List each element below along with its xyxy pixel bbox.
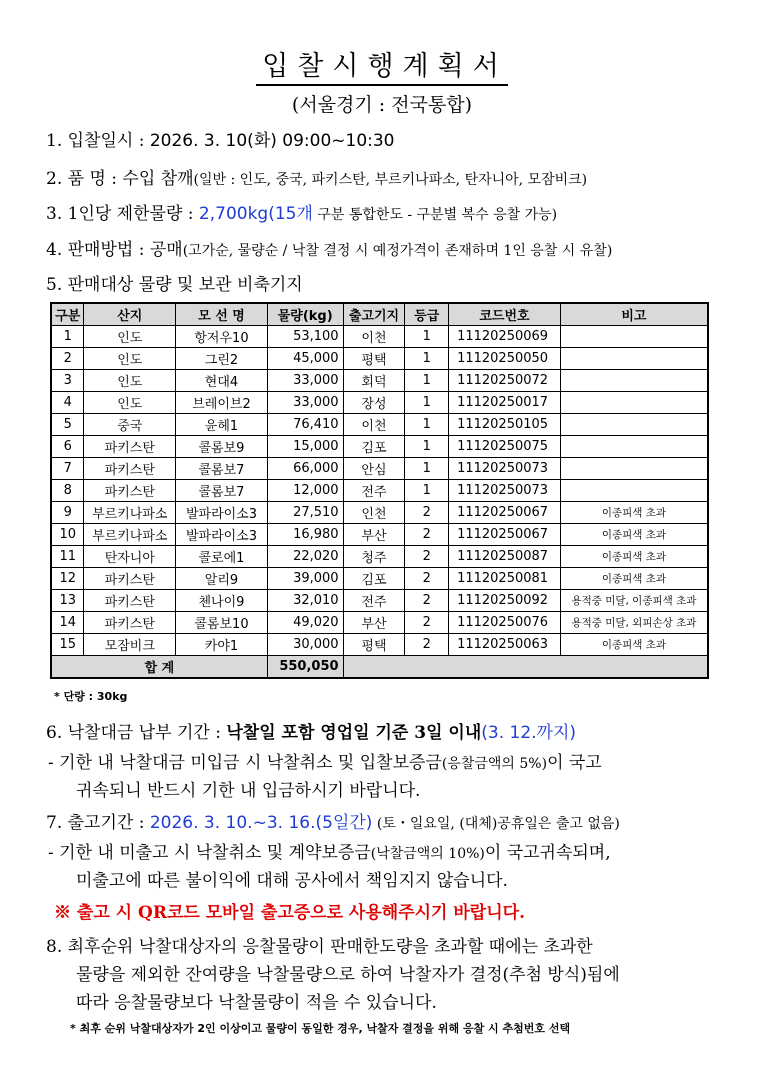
payment-warning-line2: 귀속되니 반드시 기한 내 입금하시기 바랍니다. [76, 781, 421, 801]
item-payment-period [46, 718, 576, 743]
item-final-bidder-line2: 물량을 제외한 잔여량을 낙찰물량으로 하여 낙찰자가 결정(추첨 방식)됨에 [76, 965, 620, 985]
origin-cell: 파키스탄 [84, 590, 176, 612]
row-number-cell: 9 [51, 502, 84, 524]
warehouse-cell: 김포 [343, 568, 405, 590]
remarks-cell: 이종피색 초과 [560, 634, 708, 656]
warehouse-cell: 전주 [343, 480, 405, 502]
quantity-cell: 16,980 [267, 524, 343, 546]
warning-text-end: 이 국고 [547, 753, 602, 773]
warehouse-cell: 전주 [343, 590, 405, 612]
code-number-cell: 11120250067 [449, 502, 561, 524]
vessel-name-cell: 항저우10 [176, 326, 268, 348]
warehouse-cell: 청주 [343, 546, 405, 568]
code-number-cell: 11120250076 [449, 612, 561, 634]
row-number-cell: 5 [51, 414, 84, 436]
payment-warning-line1 [48, 748, 602, 773]
grade-cell: 2 [405, 524, 449, 546]
vessel-name-cell: 첸나이9 [176, 590, 268, 612]
shipping-period-value: 2026. 3. 10.~3. 16.(5일간) [149, 813, 373, 833]
item-label: 1. 입찰일시 : [46, 131, 150, 151]
item-label: 3. 1인당 제한물량 : [46, 204, 199, 224]
grade-cell: 2 [405, 590, 449, 612]
remarks-cell: 이종피색 초과 [560, 568, 708, 590]
code-number-cell: 11120250017 [449, 392, 561, 414]
payment-period-value: 낙찰일 포함 영업일 기준 3일 이내 [226, 723, 482, 743]
quantity-cell: 27,510 [267, 502, 343, 524]
origin-cell: 파키스탄 [84, 458, 176, 480]
item-purchase-limit [46, 199, 557, 224]
column-header: 구분 [51, 303, 84, 326]
warehouse-cell: 부산 [343, 524, 405, 546]
item-label: 4. 판매방법 : 공매 [46, 240, 183, 260]
vessel-name-cell: 발파라이소3 [176, 524, 268, 546]
vessel-name-cell: 윤헤1 [176, 414, 268, 436]
vessel-name-cell: 콜롬보7 [176, 458, 268, 480]
origin-cell: 인도 [84, 370, 176, 392]
vessel-name-cell: 브레이브2 [176, 392, 268, 414]
code-number-cell: 11120250072 [449, 370, 561, 392]
bid-datetime-value: 2026. 3. 10(화) 09:00~10:30 [149, 131, 395, 151]
table-row [51, 590, 708, 612]
table-row [51, 480, 708, 502]
vessel-name-cell: 콜롬보9 [176, 436, 268, 458]
warehouse-cell: 회덕 [343, 370, 405, 392]
row-number-cell: 8 [51, 480, 84, 502]
remarks-cell [560, 326, 708, 348]
shipping-warning-line2: 미출고에 따른 불이익에 대해 공사에서 책임지지 않습니다. [76, 871, 508, 891]
grade-cell: 1 [405, 480, 449, 502]
row-number-cell: 10 [51, 524, 84, 546]
remarks-cell [560, 348, 708, 370]
origin-cell: 탄자니아 [84, 546, 176, 568]
quantity-cell: 15,000 [267, 436, 343, 458]
total-blank-cell [343, 656, 708, 679]
column-header: 코드번호 [449, 303, 561, 326]
quantity-cell: 39,000 [267, 568, 343, 590]
origin-cell: 부르키나파소 [84, 502, 176, 524]
origin-cell: 인도 [84, 348, 176, 370]
grade-cell: 1 [405, 458, 449, 480]
quantity-cell: 66,000 [267, 458, 343, 480]
row-number-cell: 6 [51, 436, 84, 458]
column-header: 등급 [405, 303, 449, 326]
total-label: 합 계 [51, 656, 267, 679]
vessel-name-cell: 발파라이소3 [176, 502, 268, 524]
item-bid-datetime [46, 126, 395, 151]
warning-text-end: 이 국고귀속되며, [484, 843, 611, 863]
remarks-cell: 이종피색 초과 [560, 502, 708, 524]
item-sales-target-heading: 5. 판매대상 물량 및 보관 비축기지 [46, 275, 303, 295]
row-number-cell: 4 [51, 392, 84, 414]
code-number-cell: 11120250067 [449, 524, 561, 546]
table-row [51, 612, 708, 634]
table-row [51, 502, 708, 524]
code-number-cell: 11120250081 [449, 568, 561, 590]
code-number-cell: 11120250050 [449, 348, 561, 370]
remarks-cell [560, 436, 708, 458]
footnote: * 최후 순위 낙찰대상자가 2인 이상이고 물량이 동일한 경우, 낙찰자 결정을 위해 응찰 시 추첨번호 선택 [70, 1022, 571, 1035]
warning-text: - 기한 내 미출고 시 낙찰취소 및 계약보증금 [48, 843, 371, 863]
row-number-cell: 11 [51, 546, 84, 568]
product-origin-detail: (일반 : 인도, 중국, 파키스탄, 부르키나파소, 탄자니아, 모잠비크) [193, 172, 588, 188]
table-row [51, 414, 708, 436]
row-number-cell: 1 [51, 326, 84, 348]
table-row [51, 392, 708, 414]
table-row [51, 546, 708, 568]
column-header: 산지 [84, 303, 176, 326]
quantity-cell: 30,000 [267, 634, 343, 656]
shipping-warning-line1 [48, 838, 611, 863]
quantity-cell: 45,000 [267, 348, 343, 370]
item-final-bidder-line1: 8. 최후순위 낙찰대상자의 응찰물량이 판매한도량을 초과할 때에는 초과한 [46, 937, 593, 957]
remarks-cell: 용적중 미달, 외피손상 초과 [560, 612, 708, 634]
quantity-cell: 22,020 [267, 546, 343, 568]
grade-cell: 2 [405, 546, 449, 568]
remarks-cell [560, 414, 708, 436]
warehouse-cell: 평택 [343, 348, 405, 370]
code-number-cell: 11120250092 [449, 590, 561, 612]
remarks-cell [560, 458, 708, 480]
warning-text: - 기한 내 낙찰대금 미입금 시 낙찰취소 및 입찰보증금 [48, 753, 442, 773]
warehouse-cell: 안심 [343, 458, 405, 480]
table-row [51, 370, 708, 392]
vessel-name-cell: 현대4 [176, 370, 268, 392]
column-header: 물량(kg) [267, 303, 343, 326]
row-number-cell: 7 [51, 458, 84, 480]
row-number-cell: 3 [51, 370, 84, 392]
grade-cell: 1 [405, 436, 449, 458]
grade-cell: 1 [405, 326, 449, 348]
quantity-cell: 32,010 [267, 590, 343, 612]
warehouse-cell: 부산 [343, 612, 405, 634]
code-number-cell: 11120250073 [449, 458, 561, 480]
column-header: 출고기지 [343, 303, 405, 326]
grade-cell: 2 [405, 634, 449, 656]
table-total-row [51, 656, 708, 679]
table-row [51, 634, 708, 656]
origin-cell: 부르키나파소 [84, 524, 176, 546]
item-sales-method [46, 235, 612, 260]
unit-note: * 단량 : 30kg [54, 690, 128, 703]
total-value: 550,050 [267, 656, 343, 679]
vessel-name-cell: 카야1 [176, 634, 268, 656]
quantity-cell: 33,000 [267, 392, 343, 414]
qr-code-warning: ※ 출고 시 QR코드 모바일 출고증으로 사용해주시기 바랍니다. [54, 903, 525, 923]
item-label: 6. 낙찰대금 납부 기간 : [46, 723, 227, 743]
item-label: 2. 품 명 : 수입 참깨 [46, 169, 194, 189]
table-row [51, 326, 708, 348]
table-row [51, 458, 708, 480]
table-row [51, 524, 708, 546]
remarks-cell: 이종피색 초과 [560, 546, 708, 568]
document-subtitle: (서울경기 : 전국통합) [291, 94, 473, 116]
row-number-cell: 12 [51, 568, 84, 590]
warning-detail: (낙찰금액의 10%) [370, 846, 485, 862]
grade-cell: 2 [405, 568, 449, 590]
table-header-row [51, 303, 708, 326]
vessel-name-cell: 콜롬보7 [176, 480, 268, 502]
quantity-cell: 76,410 [267, 414, 343, 436]
grade-cell: 2 [405, 612, 449, 634]
origin-cell: 파키스탄 [84, 436, 176, 458]
item-product-name [46, 164, 587, 189]
row-number-cell: 15 [51, 634, 84, 656]
remarks-cell [560, 392, 708, 414]
remarks-cell: 용적중 미달, 이종피색 초과 [560, 590, 708, 612]
shipping-period-detail: (토・일요일, (대체)공휴일은 출고 없음) [372, 816, 620, 832]
payment-deadline-date: (3. 12.까지) [481, 723, 577, 743]
code-number-cell: 11120250087 [449, 546, 561, 568]
grade-cell: 1 [405, 370, 449, 392]
quantity-cell: 12,000 [267, 480, 343, 502]
table-row [51, 348, 708, 370]
warehouse-cell: 김포 [343, 436, 405, 458]
vessel-name-cell: 그린2 [176, 348, 268, 370]
column-header: 모 선 명 [176, 303, 268, 326]
sales-method-detail: (고가순, 물량순 / 낙찰 결정 시 예정가격이 존재하며 1인 응찰 시 유찰) [182, 243, 613, 259]
remarks-cell [560, 370, 708, 392]
origin-cell: 모잠비크 [84, 634, 176, 656]
vessel-name-cell: 콜롬보10 [176, 612, 268, 634]
warehouse-cell: 인천 [343, 502, 405, 524]
purchase-limit-detail: 구분 통합한도 - 구분별 복수 응찰 가능) [312, 207, 558, 223]
document-title: 입찰시행계획서 [0, 44, 764, 83]
row-number-cell: 13 [51, 590, 84, 612]
remarks-cell: 이종피색 초과 [560, 524, 708, 546]
origin-cell: 중국 [84, 414, 176, 436]
purchase-limit-value: 2,700kg(15개 [198, 204, 313, 224]
quantity-cell: 53,100 [267, 326, 343, 348]
origin-cell: 파키스탄 [84, 480, 176, 502]
remarks-cell [560, 480, 708, 502]
item-shipping-period [46, 808, 620, 833]
grade-cell: 2 [405, 502, 449, 524]
warehouse-cell: 이천 [343, 414, 405, 436]
quantity-cell: 49,020 [267, 612, 343, 634]
table-row [51, 436, 708, 458]
grade-cell: 1 [405, 414, 449, 436]
item-final-bidder-line3: 따라 응찰물량보다 낙찰물량이 적을 수 있습니다. [76, 993, 437, 1013]
column-header: 비고 [560, 303, 708, 326]
warning-detail: (응찰금액의 5%) [441, 756, 548, 772]
code-number-cell: 11120250105 [449, 414, 561, 436]
quantity-cell: 33,000 [267, 370, 343, 392]
grade-cell: 1 [405, 392, 449, 414]
item-label: 7. 출고기간 : [46, 813, 150, 833]
origin-cell: 인도 [84, 392, 176, 414]
grade-cell: 1 [405, 348, 449, 370]
sales-target-table [50, 302, 709, 679]
vessel-name-cell: 콜로에1 [176, 546, 268, 568]
warehouse-cell: 평택 [343, 634, 405, 656]
code-number-cell: 11120250073 [449, 480, 561, 502]
origin-cell: 파키스탄 [84, 568, 176, 590]
table-row [51, 568, 708, 590]
row-number-cell: 2 [51, 348, 84, 370]
origin-cell: 인도 [84, 326, 176, 348]
vessel-name-cell: 알리9 [176, 568, 268, 590]
code-number-cell: 11120250069 [449, 326, 561, 348]
row-number-cell: 14 [51, 612, 84, 634]
code-number-cell: 11120250063 [449, 634, 561, 656]
origin-cell: 파키스탄 [84, 612, 176, 634]
warehouse-cell: 이천 [343, 326, 405, 348]
code-number-cell: 11120250075 [449, 436, 561, 458]
warehouse-cell: 장성 [343, 392, 405, 414]
